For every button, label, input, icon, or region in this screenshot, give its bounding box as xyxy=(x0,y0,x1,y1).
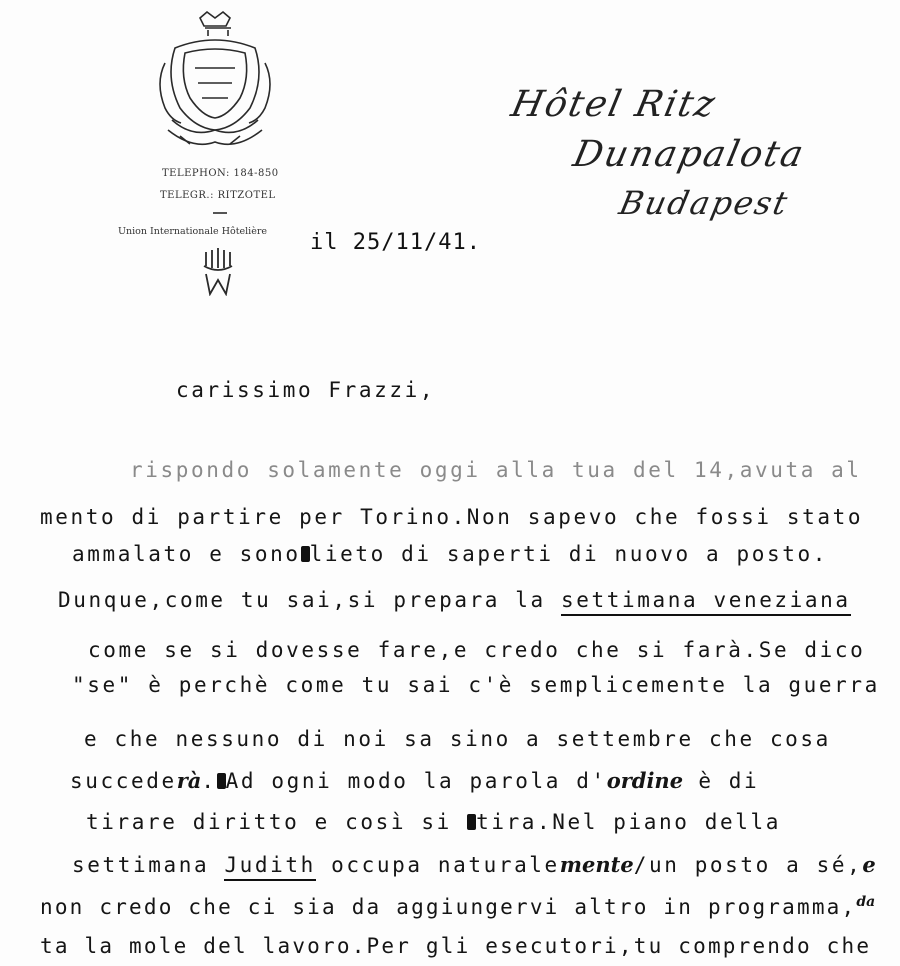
body-line-3 xyxy=(72,542,828,566)
body-line-3-edit: no xyxy=(270,542,301,566)
body-line-9-text-a: tirare diritto e così si xyxy=(86,810,468,834)
handwritten-correction: e xyxy=(862,852,876,877)
body-line-10-text-c: /un posto a sé, xyxy=(633,853,863,877)
body-line-8-text-c: Ad ogni modo la parola d' xyxy=(225,769,607,793)
body-line-5: come se si dovesse fare,e credo che si farà.Se dico xyxy=(88,638,866,662)
handwritten-correction: rà xyxy=(176,768,202,793)
body-line-2: mento di partire per Torino.Non sapevo che fossi stato xyxy=(40,505,864,529)
body-line-10-text-a: settimana xyxy=(72,853,225,877)
body-line-1: rispondo solamente oggi alla tua del 14,avuta al xyxy=(130,458,862,482)
body-line-3-text-a: ammalato e so xyxy=(72,542,271,566)
hotel-monogram-icon xyxy=(198,246,238,296)
body-line-8-text-a: succede xyxy=(70,769,177,793)
handwritten-correction: ordine xyxy=(606,768,684,793)
body-line-10 xyxy=(72,852,876,877)
ink-blot xyxy=(467,814,476,830)
stamp-hotel-name: Hôtel Ritz xyxy=(507,84,721,125)
body-line-4 xyxy=(58,588,851,612)
letterhead-telegram: TELEGR.: RITZOTEL xyxy=(160,190,276,201)
stamp-street: Dunapalota xyxy=(569,134,809,175)
body-line-9-text-b: tira.Nel piano della xyxy=(476,810,781,834)
body-line-8-text-d: è di xyxy=(683,769,760,793)
ink-blot xyxy=(301,546,310,562)
body-line-8 xyxy=(70,768,759,793)
ink-blot xyxy=(217,773,226,789)
letterhead-union: Union Internationale Hôtelière xyxy=(118,226,267,237)
letterhead-telephone: TELEPHON: 184-850 xyxy=(162,168,279,179)
body-line-9 xyxy=(86,810,781,834)
body-line-4-text: Dunque,come tu sai,si prepara la xyxy=(58,588,562,612)
letter-date: il 25/11/41. xyxy=(310,230,481,255)
underlined-settimana-veneziana: settimana veneziana xyxy=(561,588,851,616)
salutation: carissimo Frazzi, xyxy=(176,378,436,402)
body-line-3-text-b: lieto di saperti di nuovo a posto. xyxy=(309,542,828,566)
handwritten-correction: mente xyxy=(559,852,634,877)
body-line-8-text-b: . xyxy=(201,769,217,793)
body-line-6: "se" è perchè come tu sai c'è semplicemente la guerra xyxy=(72,673,880,697)
handwritten-correction: da xyxy=(856,894,876,910)
body-line-10-text-b: occupa naturale xyxy=(315,853,560,877)
body-line-12: ta la mole del lavoro.Per gli esecutori,tu comprendo che xyxy=(40,934,872,958)
body-line-7: e che nessuno di noi sa sino a settembre che cosa xyxy=(84,727,831,751)
body-line-11-text: non credo che ci sia da aggiungervi altro in programma, xyxy=(40,895,857,919)
hotel-crest-icon xyxy=(150,8,280,158)
letterhead-divider xyxy=(213,212,227,214)
underlined-judith: Judith xyxy=(224,853,315,881)
body-line-11 xyxy=(40,894,875,919)
stamp-city: Budapest xyxy=(615,184,793,222)
